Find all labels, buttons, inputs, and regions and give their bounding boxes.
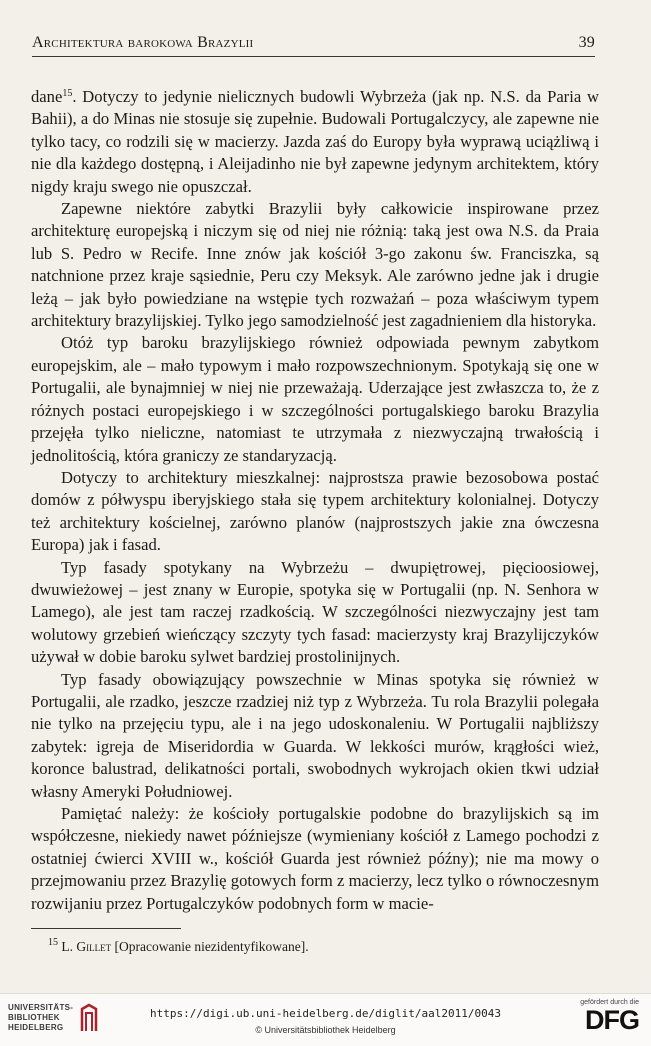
running-title: Architektura barokowa Brazylii <box>32 34 254 51</box>
footnote-rule <box>31 928 181 929</box>
funded-by-label: gefördert durch die <box>580 999 639 1006</box>
copyright-notice: © Universitätsbibliothek Heidelberg <box>255 1025 396 1035</box>
footnote <box>48 939 309 955</box>
paragraph: Zapewne niektóre zabytki Brazylii były całkowicie inspirowane przez architekturę europejską i niczym się od niej nie różnią: taką jest owa N.S. da Praia lub S. Pedro w Recife. Inne znów jak kościół 3-go zakonu św. Franciszka, są natchnione przez kraje sąsiednie, Peru czy Meksyk. Ale zarówno jedne jak i drugie leżą – jak było powiedziane na wstępie tych rozważań – poza właściwym typem architektury brazylijskiej. Tylko jego samodzielność jest zagadnieniem dla historyka. <box>31 199 599 331</box>
dfg-logo: DFG <box>585 1005 639 1035</box>
header-rule <box>32 56 595 57</box>
running-header <box>32 34 595 52</box>
library-name-line: BIBLIOTHEK <box>8 1013 60 1022</box>
footnote-number: 15 <box>48 937 58 948</box>
permalink-url[interactable]: https://digi.ub.uni-heidelberg.de/diglit/aal2011/0043 <box>150 1007 501 1020</box>
paragraph: Typ fasady obowiązujący powszechnie w Minas spotyka się również w Portugalii, ale rzadko, jeszcze rzadziej niż typ z Wybrzeża. Tu rola Brazylii polegała nie tylko na przejęciu typu, ale i na jego udoskonaleniu. W Portugalii najbliższy zabytek: igreja de Miseridordia w Guarda. W lekkości murów, krągłości wież, koronce balustrad, delikatności portali, swobodnych wykrojach okien tkwi udział własny Ameryki Południowej. <box>31 669 599 801</box>
footnote-author: L. Gillet <box>61 939 112 954</box>
footnote-text: [Opracowanie niezidentyfikowane]. <box>114 939 309 954</box>
funder-logo[interactable] <box>580 999 639 1034</box>
page-number: 39 <box>578 34 595 51</box>
body-text <box>31 86 599 915</box>
paragraph: Otóż typ baroku brazylijskiego również odpowiada pewnym zabytkom europejskim, ale – mało typowym i mało rozpowszechnionym. Spotykają się one w Portugalii, ale bynajmniej w niej nie przeważają. Uderzające jest zwłaszcza to, że z różnych postaci europejskiego i w szczególności portugalskiego baroku Brazylia przejęła tylko nieliczne, natomiast te utrzymała z niezwyczajną trwałością i jednolitością, która graniczy ze standaryzacją. <box>31 333 599 465</box>
paragraph: dane$^{15}$. Dotyczy to jedynie nielicznych budowli Wybrzeża (jak np. N.S. da Paria w Bahii), a do Minas nie stosuje się zupełnie. Budowali Portugalczycy, ale zapewne nie tylko tacy, co rodzili się w macierzy. Jazda zaś do Europy była wyprawą uciążliwą i nie dla każdego dostępną, i Aleijadinho nie był zapewne jedynym architektem, który nigdy kraju swego nie opuszczał. <box>31 87 599 196</box>
digitization-footer <box>0 993 651 1046</box>
paragraph: Pamiętać należy: że kościoły portugalskie podobne do brazylijskich są im współczesne, niekiedy nawet późniejsze (wymieniany kościół z Lamego pochodzi z ostatniej ćwierci XVIII w., kościół Guarda jest również późny); nie ma mowy o przejmowaniu przez Brazylię gotowych form z macierzy, lecz tylko o równoczesnym rozwijaniu przez Portugalczyków podobnych form w macie- <box>31 804 599 913</box>
library-name-line: HEIDELBERG <box>8 1023 64 1032</box>
footnote-ref[interactable]: 15 <box>62 88 73 99</box>
paragraph: Typ fasady spotykany na Wybrzeżu – dwupiętrowej, pięcioosiowej, dwuwieżowej – jest znany w Europie, spotyka się w Portugalii (np. N. Senhora w Lamego), ale jest tam raczej rzadkością. W szczególności niezwyczajny jest tam wolutowy grzebień wieńczący szczyty tych fasad: macierzysty kraj Brazylijczyków używał w dobie baroku sylwet bardziej prostolinijnych. <box>31 557 599 667</box>
library-name-line: UNIVERSITÄTS- <box>8 1003 74 1012</box>
paragraph: Dotyczy to architektury mieszkalnej: najprostsza prawie bezosobowa postać domów z półwyspu iberyjskiego stała się typem architektury kolonialnej. Dotyczy też architektury kościelnej, zarówno planów (najprostszych jakie zna ówczesna Europa) jak i fasad. <box>31 467 599 555</box>
